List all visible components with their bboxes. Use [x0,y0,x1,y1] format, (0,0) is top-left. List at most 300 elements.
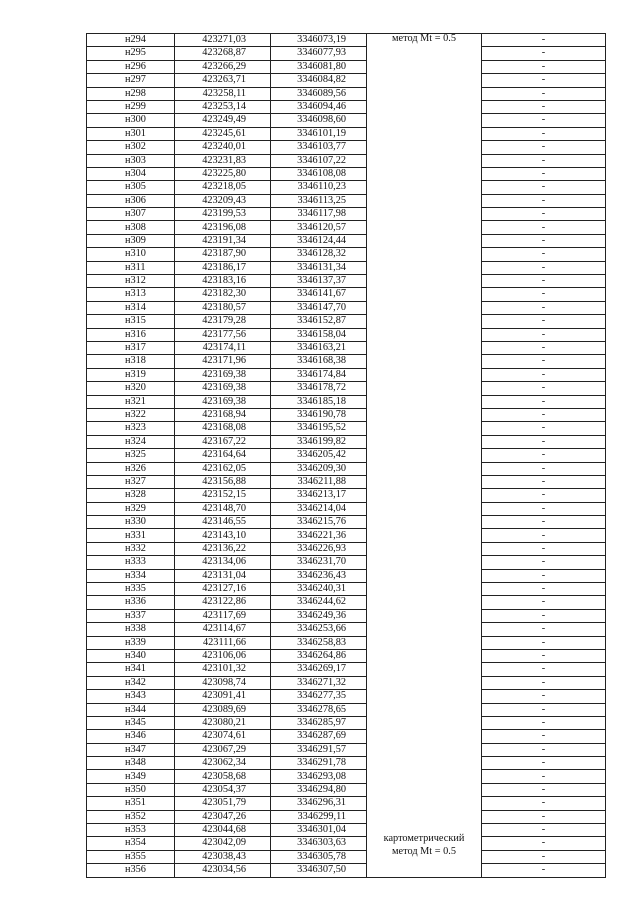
table-row [87,583,606,596]
point-id-cell: н327 [87,475,175,488]
point-id-cell: н338 [87,623,175,636]
x-coordinate-cell: 423080,21 [175,716,271,729]
x-coordinate-cell: 423143,10 [175,529,271,542]
y-coordinate-cell: 3346209,30 [271,462,367,475]
x-coordinate-cell: 423209,43 [175,194,271,207]
table-row [87,556,606,569]
x-coordinate-cell: 423117,69 [175,609,271,622]
accuracy-cell: - [482,850,606,863]
table-row [87,609,606,622]
table-row [87,114,606,127]
point-id-cell: н342 [87,676,175,689]
x-coordinate-cell: 423114,67 [175,623,271,636]
point-id-cell: н343 [87,690,175,703]
table-row [87,770,606,783]
accuracy-cell: - [482,328,606,341]
x-coordinate-cell: 423127,16 [175,583,271,596]
y-coordinate-cell: 3346301,04 [271,824,367,837]
y-coordinate-cell: 3346231,70 [271,556,367,569]
x-coordinate-cell: 423106,06 [175,649,271,662]
point-id-cell: н330 [87,516,175,529]
point-id-cell: н318 [87,355,175,368]
y-coordinate-cell: 3346190,78 [271,408,367,421]
accuracy-cell: - [482,60,606,73]
x-coordinate-cell: 423231,83 [175,154,271,167]
y-coordinate-cell: 3346108,08 [271,167,367,180]
accuracy-cell: - [482,837,606,850]
point-id-cell: н355 [87,850,175,863]
point-id-cell: н311 [87,261,175,274]
table-row [87,74,606,87]
point-id-cell: н296 [87,60,175,73]
table-body [87,34,606,878]
x-coordinate-cell: 423044,68 [175,824,271,837]
table-row [87,127,606,140]
point-id-cell: н299 [87,100,175,113]
point-id-cell: н313 [87,288,175,301]
x-coordinate-cell: 423180,57 [175,301,271,314]
y-coordinate-cell: 3346113,25 [271,194,367,207]
x-coordinate-cell: 423225,80 [175,167,271,180]
x-coordinate-cell: 423162,05 [175,462,271,475]
point-id-cell: н334 [87,569,175,582]
point-id-cell: н352 [87,810,175,823]
x-coordinate-cell: 423218,05 [175,181,271,194]
y-coordinate-cell: 3346107,22 [271,154,367,167]
y-coordinate-cell: 3346101,19 [271,127,367,140]
y-coordinate-cell: 3346174,84 [271,368,367,381]
table-row [87,663,606,676]
accuracy-cell: - [482,181,606,194]
accuracy-cell: - [482,368,606,381]
x-coordinate-cell: 423054,37 [175,783,271,796]
y-coordinate-cell: 3346264,86 [271,649,367,662]
accuracy-cell: - [482,810,606,823]
accuracy-cell: - [482,47,606,60]
table-row [87,449,606,462]
table-row [87,315,606,328]
point-id-cell: н353 [87,824,175,837]
x-coordinate-cell: 423169,38 [175,395,271,408]
accuracy-cell: - [482,636,606,649]
y-coordinate-cell: 3346240,31 [271,583,367,596]
method-label-bottom-line1: картометрический [383,832,465,844]
point-id-cell: н316 [87,328,175,341]
x-coordinate-cell: 423042,09 [175,837,271,850]
y-coordinate-cell: 3346124,44 [271,234,367,247]
x-coordinate-cell: 423182,30 [175,288,271,301]
table-row [87,636,606,649]
table-row [87,368,606,381]
y-coordinate-cell: 3346214,04 [271,502,367,515]
accuracy-cell: - [482,167,606,180]
point-id-cell: н332 [87,542,175,555]
accuracy-cell: - [482,288,606,301]
table-row [87,703,606,716]
y-coordinate-cell: 3346269,17 [271,663,367,676]
point-id-cell: н304 [87,167,175,180]
table-row [87,167,606,180]
x-coordinate-cell: 423051,79 [175,797,271,810]
accuracy-cell: - [482,234,606,247]
y-coordinate-cell: 3346158,04 [271,328,367,341]
table-row [87,690,606,703]
point-id-cell: н306 [87,194,175,207]
point-id-cell: н351 [87,797,175,810]
table-row [87,462,606,475]
point-id-cell: н337 [87,609,175,622]
y-coordinate-cell: 3346195,52 [271,422,367,435]
x-coordinate-cell: 423268,87 [175,47,271,60]
accuracy-cell: - [482,154,606,167]
point-id-cell: н344 [87,703,175,716]
y-coordinate-cell: 3346305,78 [271,850,367,863]
point-id-cell: н331 [87,529,175,542]
table-row [87,743,606,756]
table-row [87,408,606,421]
accuracy-cell: - [482,34,606,47]
point-id-cell: н345 [87,716,175,729]
point-id-cell: н335 [87,583,175,596]
accuracy-cell: - [482,716,606,729]
y-coordinate-cell: 3346141,67 [271,288,367,301]
y-coordinate-cell: 3346185,18 [271,395,367,408]
accuracy-cell: - [482,87,606,100]
table-row [87,154,606,167]
y-coordinate-cell: 3346226,93 [271,542,367,555]
method-cell [367,34,482,878]
y-coordinate-cell: 3346211,88 [271,475,367,488]
table-row [87,221,606,234]
y-coordinate-cell: 3346277,35 [271,690,367,703]
x-coordinate-cell: 423152,15 [175,489,271,502]
x-coordinate-cell: 423177,56 [175,328,271,341]
accuracy-cell: - [482,275,606,288]
table-row [87,716,606,729]
y-coordinate-cell: 3346236,43 [271,569,367,582]
y-coordinate-cell: 3346131,34 [271,261,367,274]
point-id-cell: н302 [87,141,175,154]
accuracy-cell: - [482,529,606,542]
table-row [87,355,606,368]
point-id-cell: н308 [87,221,175,234]
table-row [87,824,606,837]
y-coordinate-cell: 3346296,31 [271,797,367,810]
y-coordinate-cell: 3346098,60 [271,114,367,127]
y-coordinate-cell: 3346073,19 [271,34,367,47]
x-coordinate-cell: 423174,11 [175,341,271,354]
accuracy-cell: - [482,797,606,810]
y-coordinate-cell: 3346221,36 [271,529,367,542]
y-coordinate-cell: 3346152,87 [271,315,367,328]
y-coordinate-cell: 3346294,80 [271,783,367,796]
point-id-cell: н341 [87,663,175,676]
accuracy-cell: - [482,489,606,502]
accuracy-cell: - [482,663,606,676]
table-row [87,475,606,488]
table-row [87,34,606,47]
table-row [87,730,606,743]
table-row [87,529,606,542]
accuracy-cell: - [482,770,606,783]
accuracy-cell: - [482,649,606,662]
table-row [87,275,606,288]
table-row [87,261,606,274]
y-coordinate-cell: 3346110,23 [271,181,367,194]
y-coordinate-cell: 3346128,32 [271,248,367,261]
point-id-cell: н320 [87,382,175,395]
x-coordinate-cell: 423171,96 [175,355,271,368]
y-coordinate-cell: 3346094,46 [271,100,367,113]
table-row [87,341,606,354]
table-row [87,194,606,207]
point-id-cell: н346 [87,730,175,743]
point-id-cell: н324 [87,435,175,448]
x-coordinate-cell: 423271,03 [175,34,271,47]
accuracy-cell: - [482,408,606,421]
table-row [87,288,606,301]
point-id-cell: н336 [87,596,175,609]
accuracy-cell: - [482,355,606,368]
table-row [87,623,606,636]
point-id-cell: н356 [87,864,175,877]
point-id-cell: н300 [87,114,175,127]
y-coordinate-cell: 3346271,32 [271,676,367,689]
x-coordinate-cell: 423058,68 [175,770,271,783]
table-row [87,810,606,823]
x-coordinate-cell: 423187,90 [175,248,271,261]
point-id-cell: н317 [87,341,175,354]
accuracy-cell: - [482,221,606,234]
table-row [87,757,606,770]
y-coordinate-cell: 3346178,72 [271,382,367,395]
accuracy-cell: - [482,542,606,555]
accuracy-cell: - [482,462,606,475]
accuracy-cell: - [482,208,606,221]
y-coordinate-cell: 3346137,37 [271,275,367,288]
table-row [87,181,606,194]
table-row [87,328,606,341]
accuracy-cell: - [482,743,606,756]
table-row [87,395,606,408]
accuracy-cell: - [482,248,606,261]
point-id-cell: н333 [87,556,175,569]
y-coordinate-cell: 3346089,56 [271,87,367,100]
y-coordinate-cell: 3346117,98 [271,208,367,221]
accuracy-cell: - [482,596,606,609]
accuracy-cell: - [482,569,606,582]
point-id-cell: н354 [87,837,175,850]
accuracy-cell: - [482,449,606,462]
x-coordinate-cell: 423148,70 [175,502,271,515]
table-row [87,301,606,314]
point-id-cell: н314 [87,301,175,314]
accuracy-cell: - [482,475,606,488]
x-coordinate-cell: 423067,29 [175,743,271,756]
y-coordinate-cell: 3346213,17 [271,489,367,502]
y-coordinate-cell: 3346258,83 [271,636,367,649]
accuracy-cell: - [482,623,606,636]
y-coordinate-cell: 3346287,69 [271,730,367,743]
table-row [87,596,606,609]
accuracy-cell: - [482,341,606,354]
x-coordinate-cell: 423164,64 [175,449,271,462]
accuracy-cell: - [482,315,606,328]
table-row [87,783,606,796]
y-coordinate-cell: 3346163,21 [271,341,367,354]
point-id-cell: н315 [87,315,175,328]
y-coordinate-cell: 3346103,77 [271,141,367,154]
table-row [87,797,606,810]
point-id-cell: н325 [87,449,175,462]
y-coordinate-cell: 3346205,42 [271,449,367,462]
y-coordinate-cell: 3346307,50 [271,864,367,877]
table-row [87,60,606,73]
accuracy-cell: - [482,783,606,796]
table-row [87,87,606,100]
point-id-cell: н319 [87,368,175,381]
point-id-cell: н297 [87,74,175,87]
y-coordinate-cell: 3346147,70 [271,301,367,314]
y-coordinate-cell: 3346293,08 [271,770,367,783]
point-id-cell: н348 [87,757,175,770]
table-row [87,141,606,154]
x-coordinate-cell: 423062,34 [175,757,271,770]
x-coordinate-cell: 423245,61 [175,127,271,140]
x-coordinate-cell: 423098,74 [175,676,271,689]
accuracy-cell: - [482,422,606,435]
point-id-cell: н294 [87,34,175,47]
y-coordinate-cell: 3346215,76 [271,516,367,529]
y-coordinate-cell: 3346199,82 [271,435,367,448]
accuracy-cell: - [482,114,606,127]
point-id-cell: н301 [87,127,175,140]
table-row [87,850,606,863]
x-coordinate-cell: 423136,22 [175,542,271,555]
accuracy-cell: - [482,676,606,689]
y-coordinate-cell: 3346244,62 [271,596,367,609]
point-id-cell: н350 [87,783,175,796]
accuracy-cell: - [482,395,606,408]
table-row [87,502,606,515]
point-id-cell: н322 [87,408,175,421]
table-row [87,569,606,582]
x-coordinate-cell: 423191,34 [175,234,271,247]
table-row [87,435,606,448]
x-coordinate-cell: 423134,06 [175,556,271,569]
accuracy-cell: - [482,609,606,622]
y-coordinate-cell: 3346249,36 [271,609,367,622]
x-coordinate-cell: 423146,55 [175,516,271,529]
x-coordinate-cell: 423169,38 [175,368,271,381]
x-coordinate-cell: 423240,01 [175,141,271,154]
accuracy-cell: - [482,690,606,703]
x-coordinate-cell: 423263,71 [175,74,271,87]
table-row [87,489,606,502]
method-label-bottom-line2: метод Mt = 0.5 [392,845,456,857]
x-coordinate-cell: 423183,16 [175,275,271,288]
accuracy-cell: - [482,194,606,207]
point-id-cell: н310 [87,248,175,261]
point-id-cell: н349 [87,770,175,783]
point-id-cell: н307 [87,208,175,221]
accuracy-cell: - [482,757,606,770]
y-coordinate-cell: 3346081,80 [271,60,367,73]
accuracy-cell: - [482,516,606,529]
x-coordinate-cell: 423199,53 [175,208,271,221]
accuracy-cell: - [482,261,606,274]
x-coordinate-cell: 423122,86 [175,596,271,609]
point-id-cell: н312 [87,275,175,288]
x-coordinate-cell: 423168,08 [175,422,271,435]
y-coordinate-cell: 3346303,63 [271,837,367,850]
point-id-cell: н309 [87,234,175,247]
accuracy-cell: - [482,864,606,877]
method-label-top: метод Mt = 0.5 [392,33,456,44]
point-id-cell: н329 [87,502,175,515]
y-coordinate-cell: 3346291,78 [271,757,367,770]
x-coordinate-cell: 423047,26 [175,810,271,823]
x-coordinate-cell: 423266,29 [175,60,271,73]
point-id-cell: н323 [87,422,175,435]
y-coordinate-cell: 3346278,65 [271,703,367,716]
table-row [87,649,606,662]
x-coordinate-cell: 423091,41 [175,690,271,703]
point-id-cell: н326 [87,462,175,475]
table-row [87,422,606,435]
y-coordinate-cell: 3346077,93 [271,47,367,60]
point-id-cell: н347 [87,743,175,756]
y-coordinate-cell: 3346285,97 [271,716,367,729]
accuracy-cell: - [482,556,606,569]
table-row [87,516,606,529]
table-row [87,837,606,850]
method-label-bottom [367,833,481,859]
y-coordinate-cell: 3346291,57 [271,743,367,756]
point-id-cell: н298 [87,87,175,100]
y-coordinate-cell: 3346253,66 [271,623,367,636]
accuracy-cell: - [482,703,606,716]
x-coordinate-cell: 423089,69 [175,703,271,716]
accuracy-cell: - [482,301,606,314]
accuracy-cell: - [482,141,606,154]
x-coordinate-cell: 423186,17 [175,261,271,274]
x-coordinate-cell: 423131,04 [175,569,271,582]
accuracy-cell: - [482,730,606,743]
point-id-cell: н340 [87,649,175,662]
x-coordinate-cell: 423074,61 [175,730,271,743]
point-id-cell: н321 [87,395,175,408]
table-row [87,676,606,689]
table-row [87,542,606,555]
point-id-cell: н303 [87,154,175,167]
point-id-cell: н328 [87,489,175,502]
x-coordinate-cell: 423038,43 [175,850,271,863]
point-id-cell: н339 [87,636,175,649]
accuracy-cell: - [482,435,606,448]
table-row [87,382,606,395]
y-coordinate-cell: 3346084,82 [271,74,367,87]
x-coordinate-cell: 423196,08 [175,221,271,234]
x-coordinate-cell: 423249,49 [175,114,271,127]
point-id-cell: н305 [87,181,175,194]
accuracy-cell: - [482,74,606,87]
x-coordinate-cell: 423111,66 [175,636,271,649]
accuracy-cell: - [482,382,606,395]
x-coordinate-cell: 423156,88 [175,475,271,488]
y-coordinate-cell: 3346299,11 [271,810,367,823]
coordinates-table [86,33,606,878]
